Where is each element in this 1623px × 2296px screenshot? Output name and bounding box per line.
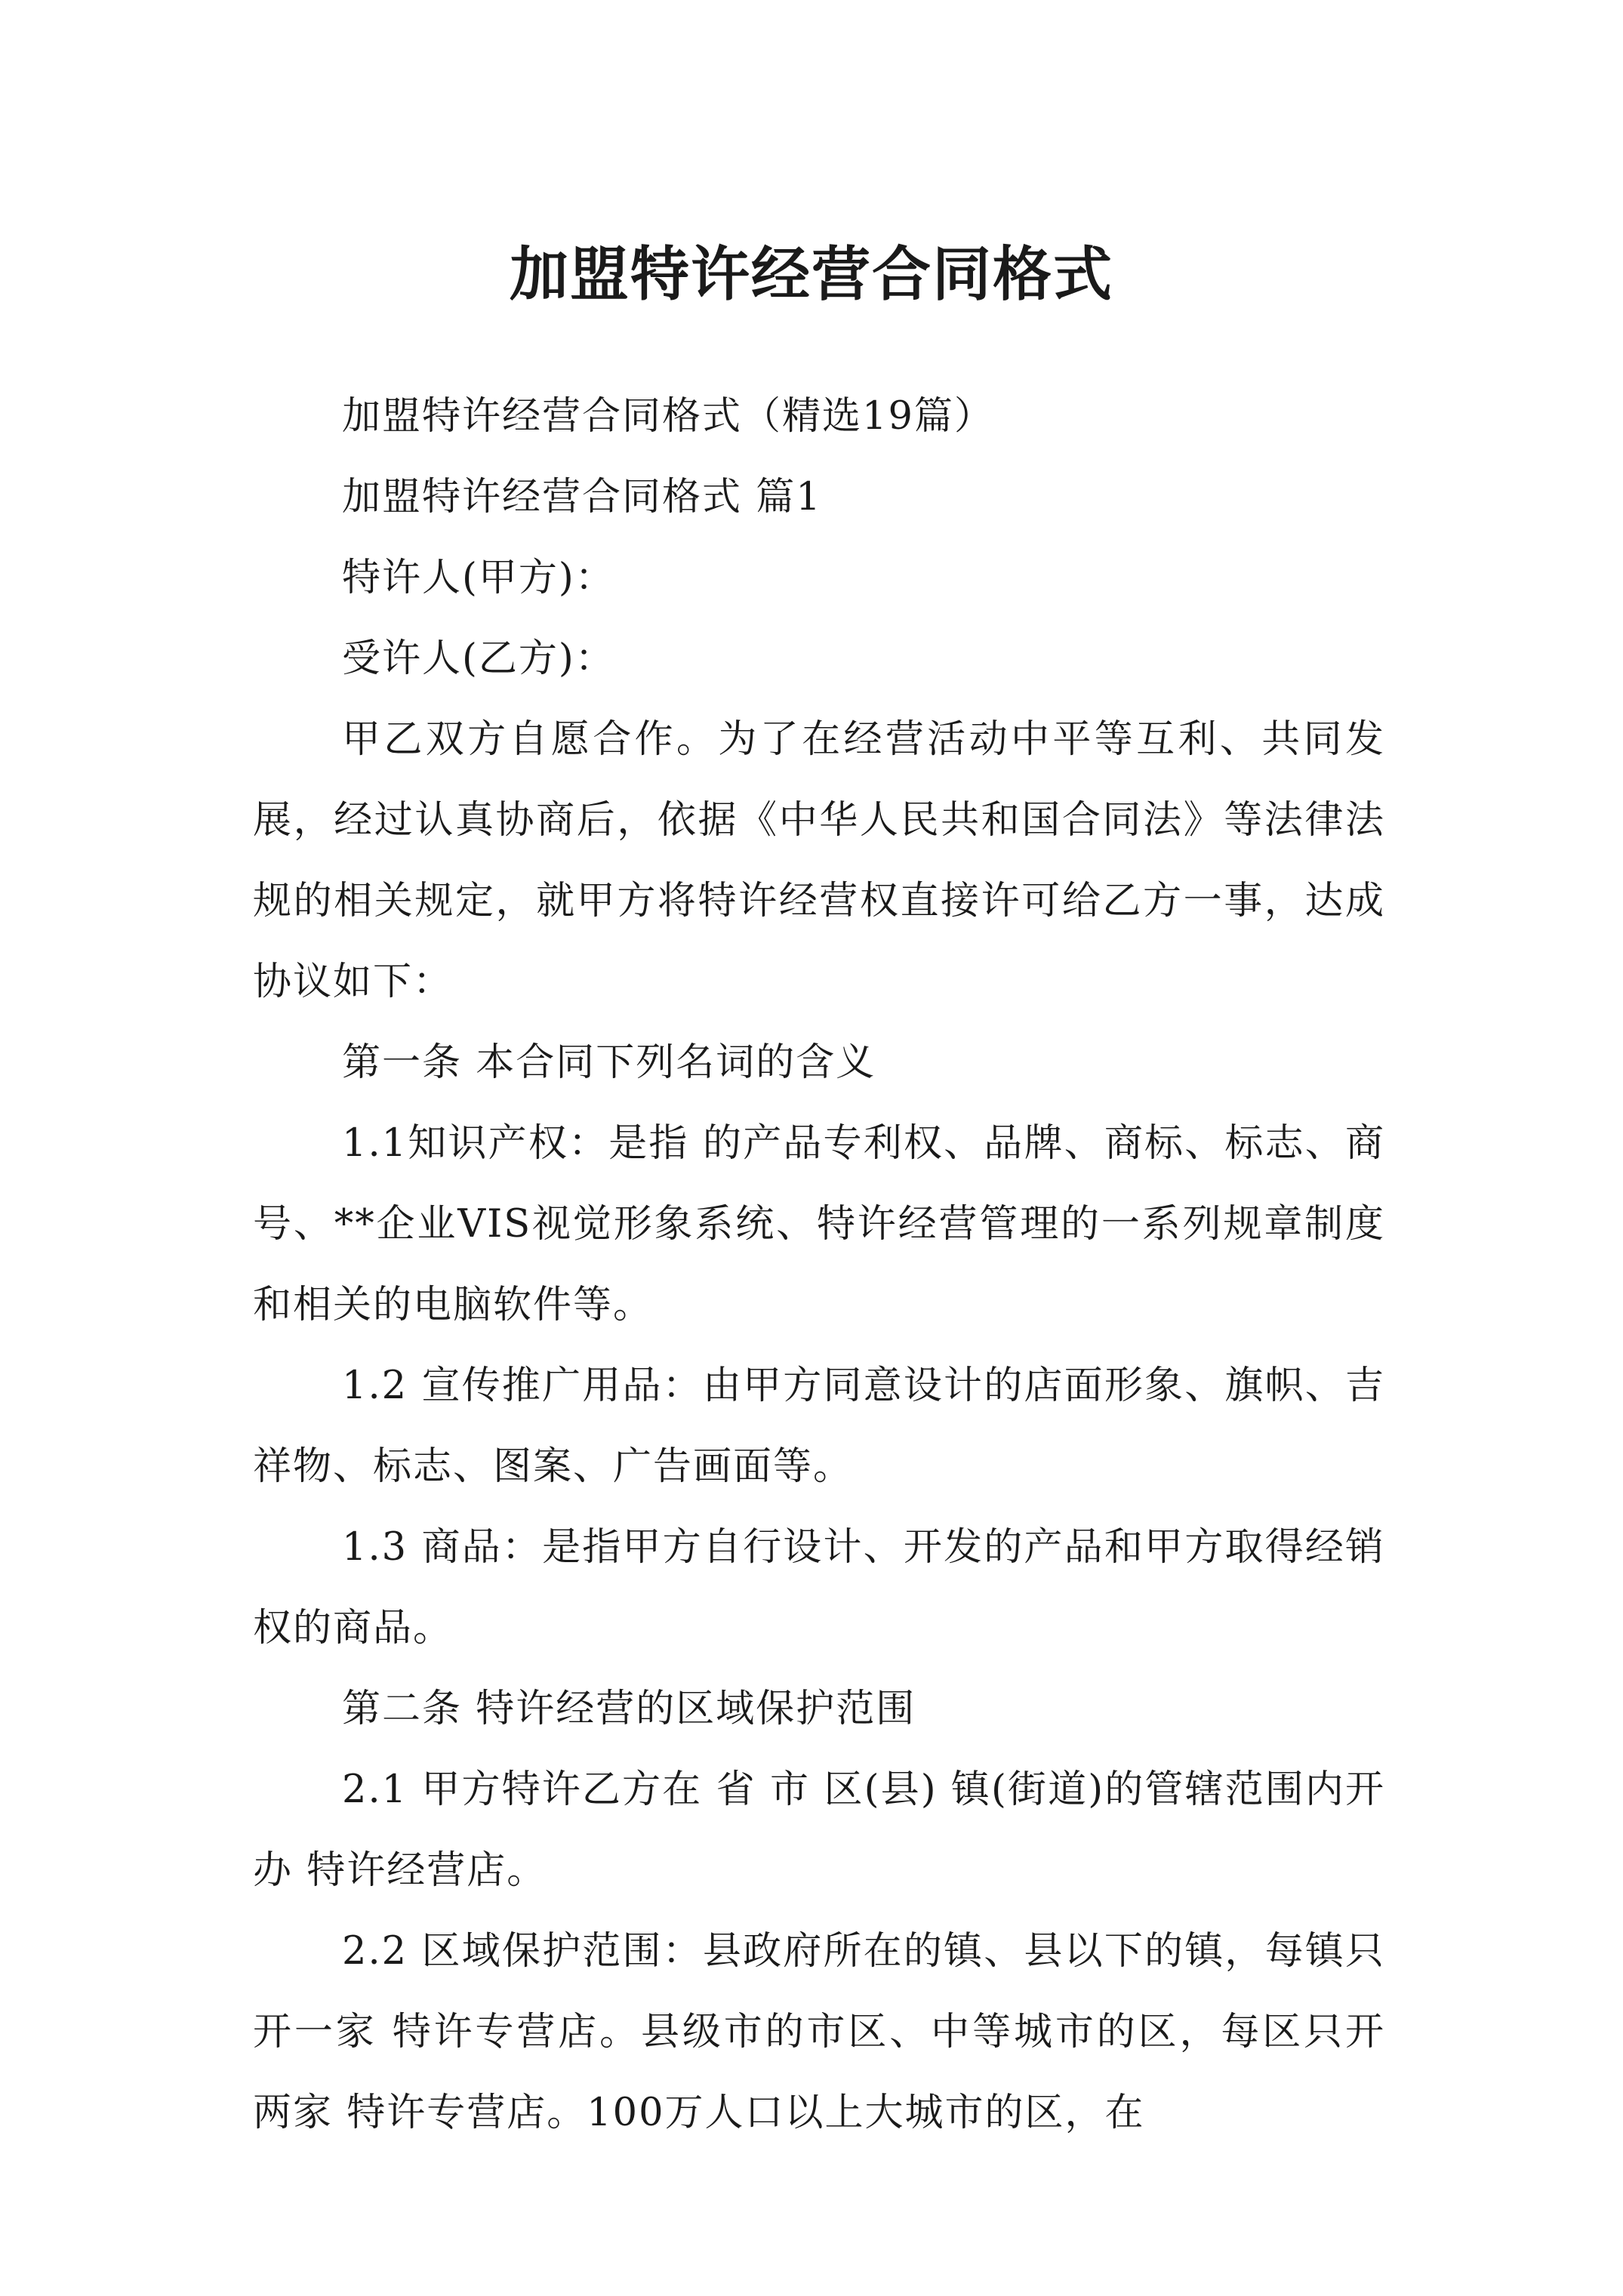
document-body [253, 376, 1385, 2153]
paragraph-franchisor: 特许人(甲方)： [342, 556, 615, 600]
paragraph-preamble: 甲乙双方自愿合作。为了在经营活动中平等互利、共同发展，经过认真协商后，依据《中华人民共和国合同法》等法律法规的相关规定，就甲方将特许经营权直接许可给乙方一事，达成协议如下： [253, 717, 1385, 1004]
document-title: 加盟特许经营合同格式 [509, 240, 1113, 310]
paragraph-subtitle: 加盟特许经营合同格式（精选19篇） [342, 394, 994, 439]
paragraph-article-1: 第一条 本合同下列名词的含义 [342, 1040, 876, 1085]
paragraph-clause-1-3: 1.3 商品：是指甲方自行设计、开发的产品和甲方取得经销权的商品。 [253, 1525, 1385, 1650]
paragraph-clause-2-2: 2.2 区域保护范围：县政府所在的镇、县以下的镇，每镇只开一家 特许专营店。县级市的市区、中等城市的区，每区只开两家 特许专营店。100万人口以上大城市的区，在 [253, 1929, 1385, 2135]
paragraph-article-2: 第二条 特许经营的区域保护范围 [342, 1687, 916, 1731]
paragraph-clause-2-1: 2.1 甲方特许乙方在 省 市 区(县) 镇(街道)的管辖范围内开办 特许经营店。 [253, 1767, 1385, 1893]
paragraph-clause-1-1: 1.1知识产权：是指 的产品专利权、品牌、商标、标志、商号、**企业VIS视觉形象系统、特许经营管理的一系列规章制度和相关的电脑软件等。 [253, 1121, 1385, 1327]
paragraph-franchisee: 受许人(乙方)： [342, 636, 615, 681]
paragraph-clause-1-2: 1.2 宣传推广用品：由甲方同意设计的店面形象、旗帜、吉祥物、标志、图案、广告画面等。 [253, 1364, 1385, 1489]
paragraph-section-heading: 加盟特许经营合同格式 篇1 [342, 475, 822, 519]
